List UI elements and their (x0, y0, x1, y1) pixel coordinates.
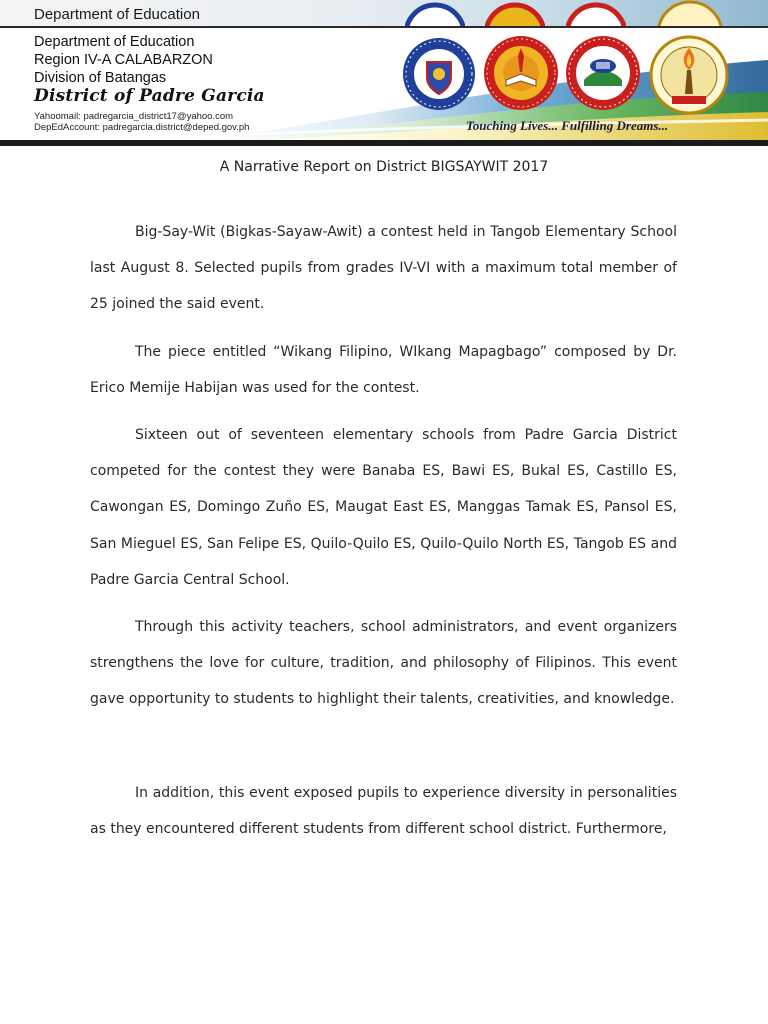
tagline: Touching Lives... Fulfilling Dreams... (466, 118, 669, 133)
paragraph-schools: Sixteen out of seventeen elementary schools from Padre Garcia District competed for the contest they were Banaba ES, Bawi ES, Bukal ES, Castillo ES, Cawongan ES, Domingo Zuño ES, Maugat East ES, Manggas Tamak ES, Pansol ES, San Mieguel ES, San Felipe ES, Quilo-Quilo ES, Quilo-Quilo North ES, Tangob ES and Padre Garcia Central School. (90, 427, 677, 588)
district-name: District of Padre Garcia (34, 86, 265, 106)
division-seal-partial-icon (566, 0, 626, 26)
deped-seal-partial-icon (405, 0, 465, 26)
region-line: Region IV-A CALABARZON (34, 52, 213, 68)
division-line: Division of Batangas (34, 70, 167, 86)
top-strip-department: Department of Education (34, 6, 200, 23)
division-seal-icon (564, 34, 642, 112)
region-seal-partial-icon (485, 0, 545, 26)
deped-seal-icon (401, 36, 477, 112)
paragraph-activity: Through this activity teachers, school administrators, and event organizers strengthens the love for culture, tradition, and philosophy of Filipinos. This event gave opportunity to students to highlight their talents, creativities, and knowledge. (90, 619, 677, 708)
district-seal-icon (646, 34, 732, 116)
district-seal-partial-icon (655, 0, 725, 26)
report-body (90, 214, 677, 847)
paragraph-addition: In addition, this event exposed pupils to experience diversity in personalities as they encountered different students from different school district. Furthermore, (90, 784, 677, 837)
yahoomail-contact: Yahoomail: padregarcia_district17@yahoo.com (34, 111, 234, 122)
paragraph-piece: The piece entitled “Wikang Filipino, WIkang Mapagbago” composed by Dr. Erico Memije Habijan was used for the contest. (90, 343, 677, 396)
letterhead (0, 0, 768, 146)
paragraph-intro: Big-Say-Wit (Bigkas-Sayaw-Awit) a contest held in Tangob Elementary School last August 8. Selected pupils from grades IV-VI with a maximum total member of 25 joined the said event. (90, 224, 677, 313)
region-seal-icon (482, 34, 560, 112)
department-line: Department of Education (34, 34, 195, 50)
deped-account-contact: DepEdAccount: padregarcia.district@deped.gov.ph (34, 122, 250, 133)
report-title: A Narrative Report on District BIGSAYWIT 2017 (219, 159, 549, 175)
